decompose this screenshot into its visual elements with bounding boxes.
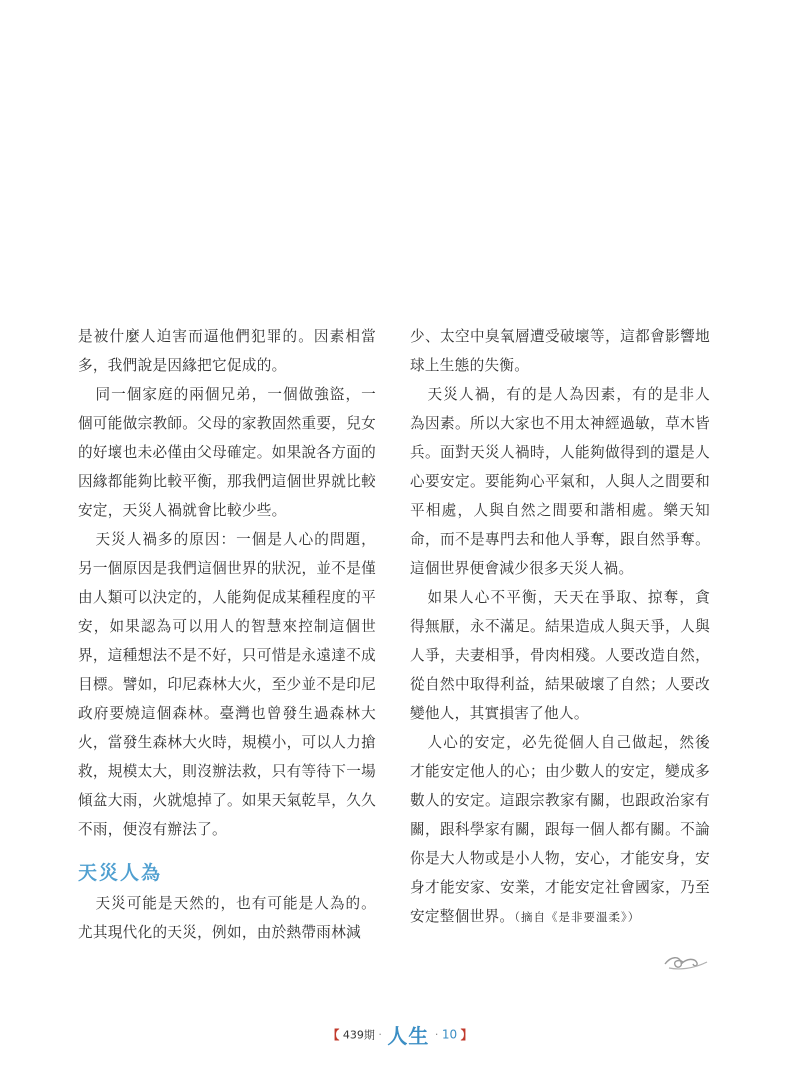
right-paragraph-4 xyxy=(410,728,710,932)
footer-bracket-open: 【 xyxy=(327,1028,340,1042)
right-paragraph-3: 如果人心不平衡，天天在爭取、掠奪，貪得無厭，永不滿足。結果造成人與天爭，人與人爭，夫妻相爭，骨肉相殘。人要改造自然，從自然中取得利益，結果破壞了自然；人要改變他人，其實損害了他人。 xyxy=(410,589,710,722)
footer-page-number: 10 xyxy=(441,1027,458,1042)
cloud-scroll-ornament-icon xyxy=(663,950,709,972)
left-paragraph-4: 天災可能是天然的，也有可能是人為的。尤其現代化的天災，例如，由於熱帶雨林減 xyxy=(78,895,376,941)
footer-brand-logo: 人生 xyxy=(387,1024,430,1048)
citation: （摘自《是非要溫柔》） xyxy=(514,910,641,924)
section-heading: 天災人為 xyxy=(78,862,163,884)
footer-issue: 439期 xyxy=(342,1028,375,1042)
right-column xyxy=(410,322,710,932)
footer-separator: · xyxy=(434,1028,439,1041)
left-paragraph-3: 天災人禍多的原因：一個是人心的問題，另一個原因是我們這個世界的狀況，並不是僅由人類可以決定的，人能夠促成某種程度的平安，如果認為可以用人的智慧來控制這個世界，這種想法不是不好，只可惜是永遠達不成目標。譬如，印尼森林大火，至少並不是印尼政府要燒這個森林。臺灣也曾發生過森林大火，當發生森林大火時，規模小，可以人力搶救，規模太大，則沒辦法救，只有等待下一場傾盆大雨，火就熄掉了。如果天氣乾旱，久久不雨，便沒有辦法了。 xyxy=(78,531,376,838)
right-paragraph-2: 天災人禍，有的是人為因素，有的是非人為因素。所以大家也不用太神經過敏，草木皆兵。面對天災人禍時，人能夠做得到的還是人心要安定。要能夠心平氣和，人與人之間要和平相處，人與自然之間要和諧相處。樂天知命，而不是專門去和他人爭奪，跟自然爭奪。這個世界便會減少很多天災人禍。 xyxy=(410,386,710,577)
footer-bracket-close: 】 xyxy=(460,1028,473,1042)
right-paragraph-4-text: 人心的安定，必先從個人自己做起，然後才能安定他人的心；由少數人的安定，變成多數人的安定。這跟宗教家有關，也跟政治家有關，跟科學家有關，跟每一個人都有關。不論你是大人物或是小人物，安心，才能安身，安身才能安家、安業，才能安定社會國家，乃至安定整個世界。 xyxy=(410,734,710,925)
left-paragraph-1: 是被什麼人迫害而逼他們犯罪的。因素相當多，我們說是因緣把它促成的。 xyxy=(78,328,376,374)
page-footer xyxy=(0,1020,800,1049)
left-column xyxy=(78,322,376,947)
right-paragraph-1: 少、太空中臭氧層遭受破壞等，這都會影響地球上生態的失衡。 xyxy=(410,328,710,374)
left-paragraph-2: 同一個家庭的兩個兄弟，一個做強盜，一個可能做宗教師。父母的家教固然重要，兒女的好壞也未必僅由父母確定。如果說各方面的因緣都能夠比較平衡，那我們這個世界就比較安定，天災人禍就會比較少些。 xyxy=(78,386,376,519)
footer-separator: · xyxy=(378,1028,382,1041)
